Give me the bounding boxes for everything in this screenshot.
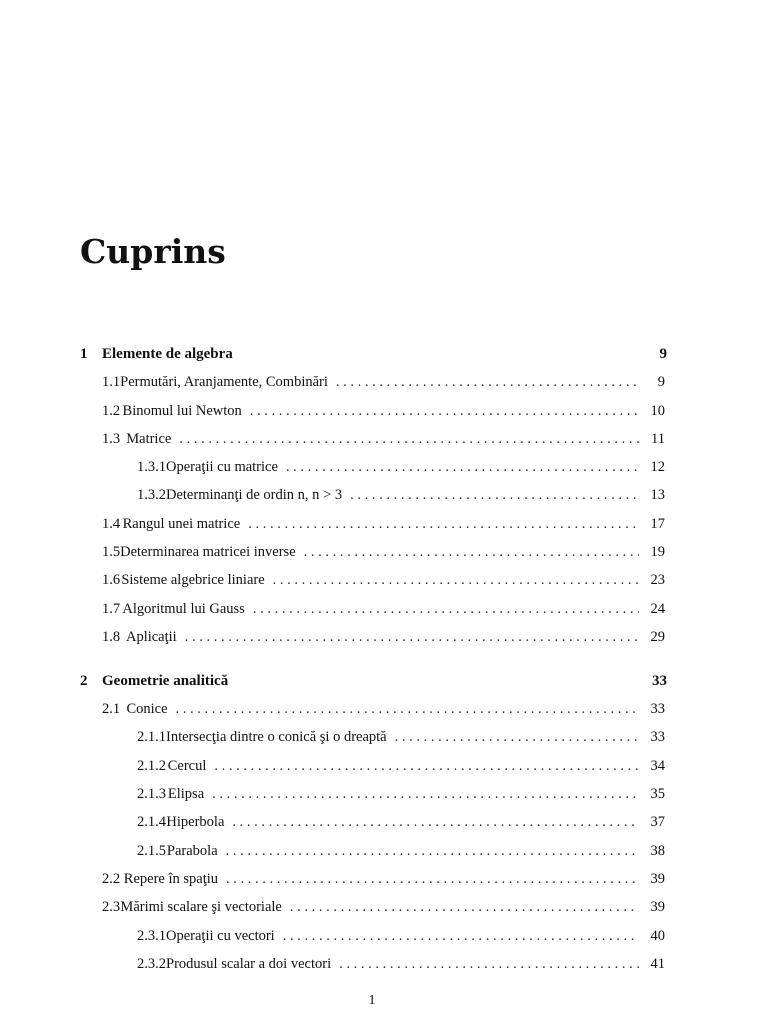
toc-entry-page: 23 — [650, 572, 665, 589]
toc-entry-number: 1.2 — [102, 402, 121, 419]
toc-chapter-row[interactable] — [80, 340, 667, 368]
toc-entry-page: 10 — [650, 402, 665, 419]
toc-entry-number: 2.3.2 — [137, 955, 166, 972]
toc-entry-page: 41 — [650, 955, 665, 972]
toc-entry-page: 11 — [651, 430, 665, 447]
toc-entry-title: Operaţii cu vectori — [166, 927, 275, 944]
toc-dot-leader — [212, 780, 639, 808]
toc-subsection-row[interactable] — [80, 752, 667, 780]
toc-entry-page: 35 — [650, 786, 665, 803]
toc-entry-title: Determinarea matricei inverse — [120, 544, 296, 561]
toc-subsection-row[interactable] — [80, 723, 667, 751]
toc-entry-title: Operaţii cu matrice — [166, 459, 278, 476]
toc-entry-page: 34 — [650, 757, 665, 774]
toc-entry-page: 12 — [650, 459, 665, 476]
toc-entry-title: Sisteme algebrice liniare — [121, 572, 265, 589]
toc-entry-number: 1.1 — [102, 374, 121, 391]
toc-entry-number: 2.3 — [102, 899, 121, 916]
toc-entry-title: Intersecţia dintre o conică şi o dreaptă — [166, 729, 387, 746]
toc-subsection-row[interactable] — [80, 837, 667, 865]
toc-entry-page: 9 — [657, 374, 665, 391]
toc-entry-title: Parabola — [166, 842, 218, 859]
toc-subsection-row[interactable] — [80, 950, 667, 978]
toc-section-row[interactable] — [80, 538, 667, 566]
toc-dot-leader — [226, 837, 639, 865]
toc-entry-number: 1.3.2 — [137, 487, 166, 504]
toc-entry-page: 33 — [652, 672, 667, 689]
toc-entry-page: 24 — [650, 600, 665, 617]
toc-dot-leader — [250, 397, 639, 425]
toc-section-row[interactable] — [80, 510, 667, 538]
toc-entry-number: 2.1.1 — [137, 729, 166, 746]
toc-entry-page: 19 — [650, 544, 665, 561]
toc-dot-leader — [232, 808, 639, 836]
toc-entry-title: Elemente de algebra — [102, 346, 233, 362]
toc-entry-title: Algoritmul lui Gauss — [122, 600, 245, 617]
toc-section-row[interactable] — [80, 865, 667, 893]
toc-dot-leader — [395, 723, 639, 751]
toc-dot-leader — [290, 893, 639, 921]
toc-section-row[interactable] — [80, 566, 667, 594]
toc-entry-title: Aplicaţii — [125, 628, 177, 645]
toc-entry-number: 1.6 — [102, 572, 121, 589]
toc-subsection-row[interactable] — [80, 780, 667, 808]
toc-section-row[interactable] — [80, 623, 667, 651]
toc-entry-number: 2.1.2 — [137, 757, 166, 774]
toc-entry-page: 9 — [659, 346, 667, 362]
toc-entry-page: 39 — [650, 899, 665, 916]
toc-dot-leader — [286, 453, 639, 481]
toc-entry-number: 1.3 — [102, 430, 121, 447]
toc-subsection-row[interactable] — [80, 922, 667, 950]
toc-entry-number: 2.1.4 — [137, 814, 166, 831]
toc-entry-number: 1.7 — [102, 600, 121, 617]
toc-dot-leader — [304, 538, 639, 566]
toc-entry-number: 2.1.5 — [137, 842, 166, 859]
toc-entry-page: 39 — [650, 870, 665, 887]
page-title: Cuprins — [80, 232, 226, 271]
toc-dot-leader — [185, 623, 639, 651]
toc-entry-title: Permutări, Aranjamente, Combinări — [120, 374, 328, 391]
toc-dot-leader — [176, 695, 639, 723]
toc-entry-page: 38 — [650, 842, 665, 859]
toc-entry-title: Cercul — [167, 757, 207, 774]
toc-entry-number: 2 — [80, 672, 88, 689]
toc-dot-leader — [226, 865, 639, 893]
toc-subsection-row[interactable] — [80, 481, 667, 509]
toc-entry-number: 2.1 — [102, 701, 121, 718]
toc-dot-leader — [283, 922, 639, 950]
toc-entry-number: 1.5 — [102, 544, 121, 561]
toc-subsection-row[interactable] — [80, 808, 667, 836]
toc-dot-leader — [253, 595, 639, 623]
toc-entry-title: Mărimi scalare şi vectoriale — [120, 899, 282, 916]
toc-entry-title: Conice — [126, 701, 168, 718]
toc-dot-leader — [336, 368, 639, 396]
toc-dot-leader — [339, 950, 639, 978]
toc-entry-title: Hiperbola — [166, 814, 225, 831]
toc-dot-leader — [350, 481, 639, 509]
toc-subsection-row[interactable] — [80, 453, 667, 481]
toc-entry-number: 1.3.1 — [137, 459, 166, 476]
toc-entry-title: Produsul scalar a doi vectori — [166, 955, 332, 972]
toc-section-row[interactable] — [80, 425, 667, 453]
toc-entry-number: 2.2 — [102, 870, 121, 887]
toc-entry-title: Repere în spaţiu — [123, 870, 219, 887]
toc-entry-page: 29 — [650, 628, 665, 645]
toc-section-row[interactable] — [80, 397, 667, 425]
toc-section-row[interactable] — [80, 368, 667, 396]
toc-section-row[interactable] — [80, 595, 667, 623]
toc-entry-page: 13 — [650, 487, 665, 504]
toc-entry-number: 2.1.3 — [137, 786, 166, 803]
toc-chapter-row[interactable] — [80, 667, 667, 695]
toc-entry-title: Elipsa — [167, 786, 205, 803]
toc-entry-number: 1.8 — [102, 628, 121, 645]
toc-dot-leader — [179, 425, 639, 453]
toc-entry-number: 1.4 — [102, 515, 121, 532]
toc-entry-title: Determinanţi de ordin n, n > 3 — [166, 487, 343, 504]
page-number: 1 — [368, 993, 376, 1008]
toc-entry-title: Matrice — [126, 430, 172, 447]
table-of-contents — [80, 340, 667, 978]
toc-entry-number: 1 — [80, 346, 88, 362]
toc-entry-title: Rangul unei matrice — [122, 515, 241, 532]
toc-dot-leader — [248, 510, 639, 538]
toc-entry-title: Binomul lui Newton — [122, 402, 242, 419]
toc-entry-page: 37 — [650, 814, 665, 831]
toc-entry-number: 2.3.1 — [137, 927, 166, 944]
toc-dot-leader — [214, 752, 639, 780]
toc-section-row[interactable] — [80, 695, 667, 723]
toc-entry-page: 33 — [650, 701, 665, 718]
toc-entry-page: 33 — [650, 729, 665, 746]
toc-entry-page: 40 — [650, 927, 665, 944]
toc-section-row[interactable] — [80, 893, 667, 921]
toc-entry-title: Geometrie analitică — [102, 672, 229, 689]
toc-dot-leader — [273, 566, 639, 594]
toc-entry-page: 17 — [650, 515, 665, 532]
